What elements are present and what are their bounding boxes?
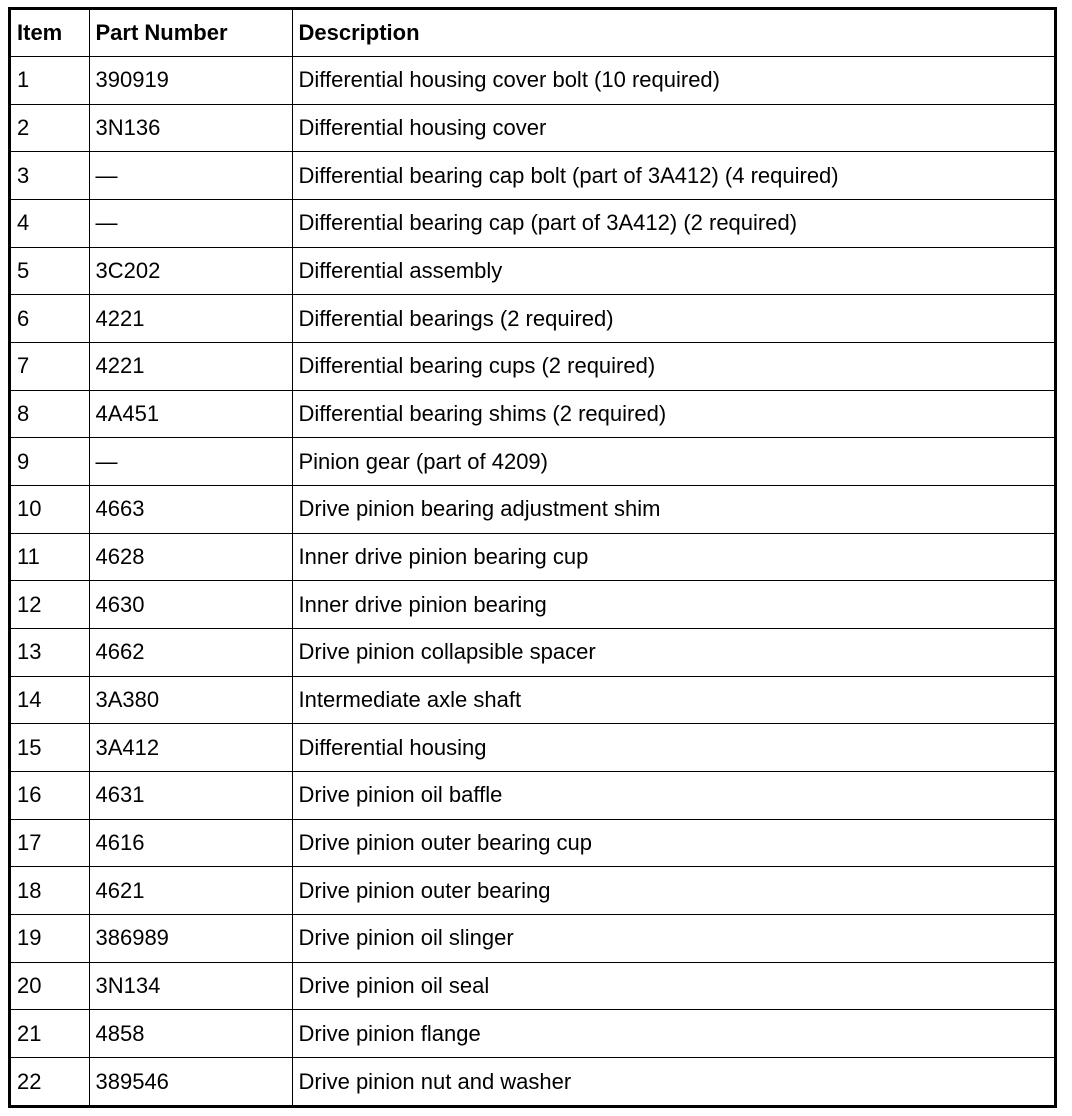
part-number-cell: 4A451 [89, 390, 292, 438]
description-cell: Drive pinion bearing adjustment shim [292, 486, 1054, 534]
item-cell: 20 [11, 962, 89, 1010]
part-number-cell: — [89, 200, 292, 248]
part-number-cell: 4662 [89, 629, 292, 677]
description-cell: Pinion gear (part of 4209) [292, 438, 1054, 486]
item-cell: 3 [11, 152, 89, 200]
table-row [11, 581, 1054, 629]
part-number-cell: 4631 [89, 772, 292, 820]
table-row [11, 1058, 1054, 1105]
table-row [11, 724, 1054, 772]
item-cell: 7 [11, 343, 89, 391]
table-row [11, 676, 1054, 724]
parts-table-frame [8, 7, 1057, 1108]
part-number-cell: 3A412 [89, 724, 292, 772]
table-body [11, 57, 1054, 1106]
part-number-cell: 389546 [89, 1058, 292, 1105]
table-row [11, 295, 1054, 343]
description-cell: Differential bearing cups (2 required) [292, 343, 1054, 391]
table-row [11, 343, 1054, 391]
description-cell: Inner drive pinion bearing cup [292, 533, 1054, 581]
table-row [11, 152, 1054, 200]
part-number-cell: 390919 [89, 57, 292, 105]
description-cell: Drive pinion outer bearing cup [292, 819, 1054, 867]
part-number-cell: 3N134 [89, 962, 292, 1010]
item-cell: 21 [11, 1010, 89, 1058]
description-cell: Differential bearing cap bolt (part of 3A412) (4 required) [292, 152, 1054, 200]
description-cell: Drive pinion oil baffle [292, 772, 1054, 820]
part-number-cell: 386989 [89, 915, 292, 963]
table-row [11, 438, 1054, 486]
table-row [11, 247, 1054, 295]
part-number-cell: 4616 [89, 819, 292, 867]
description-cell: Differential bearing shims (2 required) [292, 390, 1054, 438]
table-row [11, 57, 1054, 105]
table-row [11, 962, 1054, 1010]
table-row [11, 867, 1054, 915]
description-cell: Drive pinion nut and washer [292, 1058, 1054, 1105]
item-cell: 19 [11, 915, 89, 963]
part-number-cell: 4628 [89, 533, 292, 581]
part-number-cell: 4221 [89, 295, 292, 343]
table-row [11, 486, 1054, 534]
item-cell: 16 [11, 772, 89, 820]
table-row [11, 533, 1054, 581]
part-number-cell: — [89, 152, 292, 200]
description-cell: Drive pinion outer bearing [292, 867, 1054, 915]
description-cell: Drive pinion flange [292, 1010, 1054, 1058]
table-row [11, 819, 1054, 867]
table-row [11, 200, 1054, 248]
item-cell: 9 [11, 438, 89, 486]
table-row [11, 104, 1054, 152]
table-row [11, 390, 1054, 438]
part-number-cell: 4621 [89, 867, 292, 915]
item-cell: 6 [11, 295, 89, 343]
parts-table [11, 10, 1054, 1105]
table-header-row [11, 10, 1054, 57]
column-header-part-number: Part Number [89, 10, 292, 57]
item-cell: 12 [11, 581, 89, 629]
part-number-cell: 3A380 [89, 676, 292, 724]
column-header-description: Description [292, 10, 1054, 57]
description-cell: Intermediate axle shaft [292, 676, 1054, 724]
item-cell: 8 [11, 390, 89, 438]
part-number-cell: — [89, 438, 292, 486]
description-cell: Differential bearings (2 required) [292, 295, 1054, 343]
part-number-cell: 4858 [89, 1010, 292, 1058]
description-cell: Differential housing [292, 724, 1054, 772]
item-cell: 4 [11, 200, 89, 248]
item-cell: 17 [11, 819, 89, 867]
item-cell: 22 [11, 1058, 89, 1105]
item-cell: 13 [11, 629, 89, 677]
part-number-cell: 3C202 [89, 247, 292, 295]
table-row [11, 1010, 1054, 1058]
item-cell: 15 [11, 724, 89, 772]
description-cell: Drive pinion collapsible spacer [292, 629, 1054, 677]
column-header-item: Item [11, 10, 89, 57]
item-cell: 18 [11, 867, 89, 915]
table-row [11, 915, 1054, 963]
description-cell: Drive pinion oil seal [292, 962, 1054, 1010]
description-cell: Differential bearing cap (part of 3A412) (2 required) [292, 200, 1054, 248]
item-cell: 14 [11, 676, 89, 724]
table-row [11, 629, 1054, 677]
description-cell: Inner drive pinion bearing [292, 581, 1054, 629]
description-cell: Differential assembly [292, 247, 1054, 295]
part-number-cell: 4221 [89, 343, 292, 391]
item-cell: 1 [11, 57, 89, 105]
item-cell: 2 [11, 104, 89, 152]
part-number-cell: 3N136 [89, 104, 292, 152]
description-cell: Drive pinion oil slinger [292, 915, 1054, 963]
part-number-cell: 4630 [89, 581, 292, 629]
description-cell: Differential housing cover bolt (10 required) [292, 57, 1054, 105]
item-cell: 10 [11, 486, 89, 534]
part-number-cell: 4663 [89, 486, 292, 534]
item-cell: 11 [11, 533, 89, 581]
item-cell: 5 [11, 247, 89, 295]
table-row [11, 772, 1054, 820]
description-cell: Differential housing cover [292, 104, 1054, 152]
